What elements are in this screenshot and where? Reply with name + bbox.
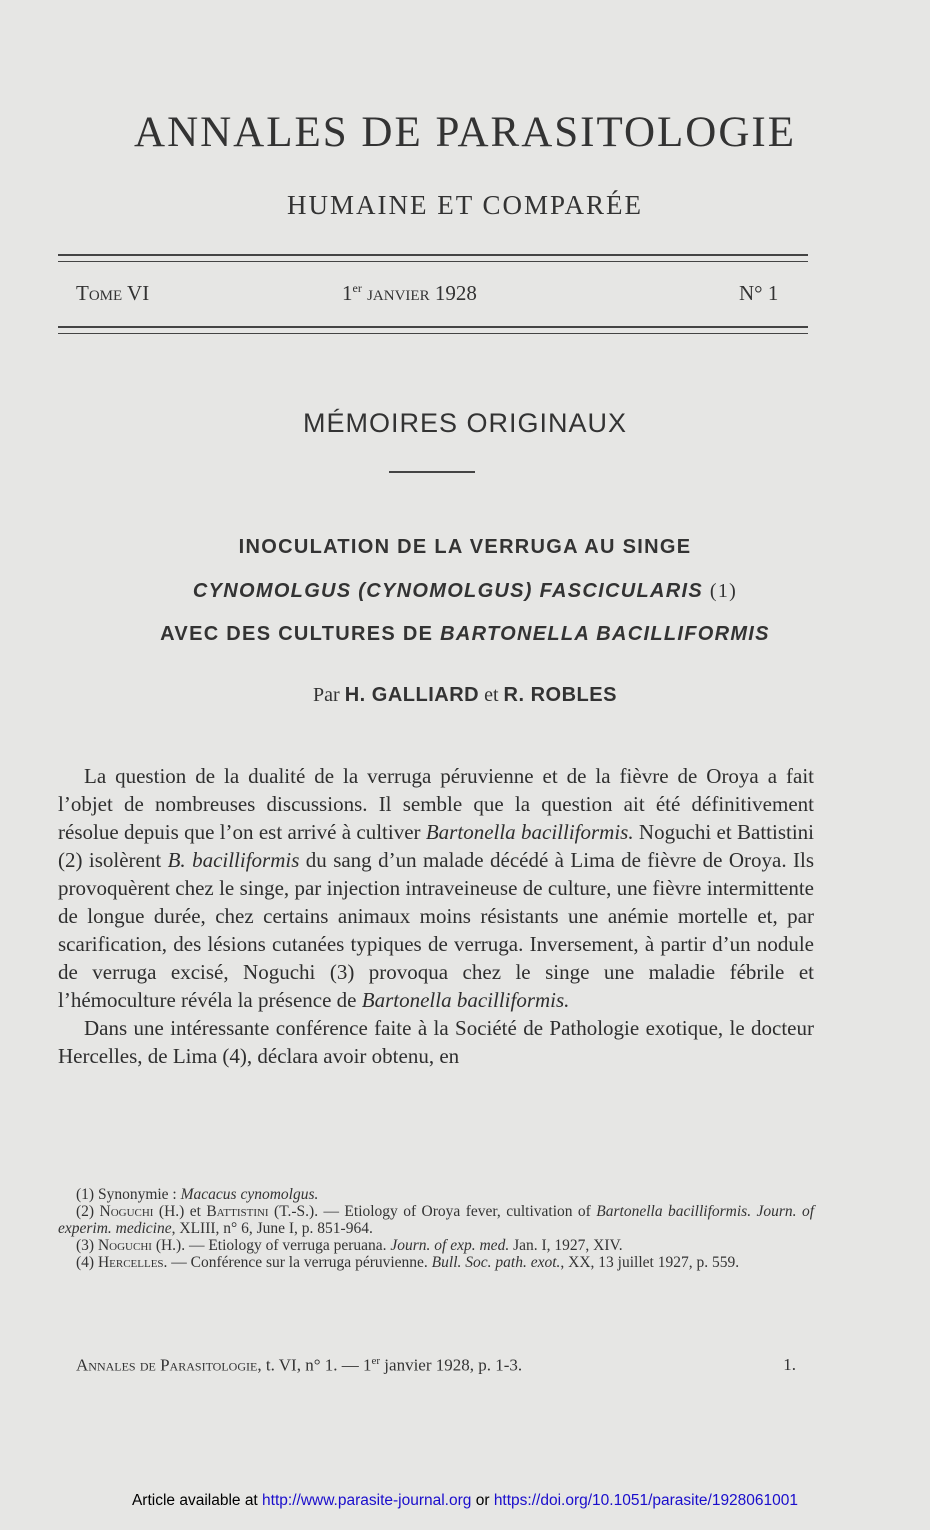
article-title-line-2: CYNOMOLGUS (CYNOMOLGUS) FASCICULARIS (1) bbox=[192, 580, 738, 602]
section-title: MÉMOIRES ORIGINAUX bbox=[302, 408, 628, 438]
journal-link[interactable]: http://www.parasite-journal.org bbox=[262, 1492, 472, 1509]
body-paragraph-1: La question de la dualité de la verruga péruvienne et de la fièvre de Oroya a fait l’objet de nombreuses discussions. Il semble que la question ait été définitivement résolue depuis que l’on est arrivé à cultiver Bartonella bacilliformis. Noguchi et Battistini (2) isolèrent B. bacilliformis du sang d’un malade décédé à Lima de fièvre de Oroya. Ils provoquèrent chez le singe, par injection intraveineuse de culture, une fièvre intermittente de longue durée, chez certains animaux moins résistants une anémie mortelle et, par scarification, des lésions cutanées typiques de verruga. Inversement, à partir d’un nodule de verruga excisé, Noguchi (3) provoqua chez le singe une maladie fébrile et l’hémoculture révéla la présence de Bartonella bacilliformis. bbox=[58, 764, 815, 1012]
footnotes bbox=[58, 1186, 814, 1271]
article-title-line-1: INOCULATION DE LA VERRUGA AU SINGE bbox=[238, 536, 692, 558]
footnote-4: (4) Hercelles. — Conférence sur la verruga péruvienne. Bull. Soc. path. exot., XX, 13 juillet 1927, p. 559. bbox=[76, 1254, 740, 1271]
issue-tome: Tome VI bbox=[76, 281, 150, 305]
body-paragraph-2: Dans une intéressante conférence faite à la Société de Pathologie exotique, le docteur Hercelles, de Lima (4), déclara avoir obtenu, en bbox=[58, 1016, 814, 1068]
journal-subtitle: HUMAINE ET COMPARÉE bbox=[286, 190, 644, 220]
header-rule-top bbox=[58, 254, 808, 262]
page-footer-citation: Annales de Parasitologie, t. VI, n° 1. — 1er janvier 1928, p. 1-3. 1. bbox=[76, 1355, 796, 1375]
footnote-1: (1) Synonymie : Macacus cynomolgus. bbox=[76, 1186, 319, 1203]
article-availability: Article available at http://www.parasite-journal.org or https://doi.org/10.1051/parasite/1928061001 bbox=[131, 1492, 799, 1509]
journal-title: ANNALES DE PARASITOLOGIE bbox=[134, 109, 796, 156]
issue-date: 1er janvier 1928 bbox=[342, 281, 477, 305]
article-body bbox=[58, 762, 814, 1070]
footnote-3: (3) Noguchi (H.). — Etiology of verruga peruana. Journ. of exp. med. Jan. I, 1927, XIV. bbox=[76, 1237, 623, 1254]
page-number: 1. bbox=[783, 1355, 796, 1374]
doi-link[interactable]: https://doi.org/10.1051/parasite/1928061001 bbox=[493, 1492, 799, 1509]
article-title-line-3: AVEC DES CULTURES DE BARTONELLA BACILLIFORMIS bbox=[160, 623, 770, 645]
header-rule-bottom bbox=[58, 326, 808, 334]
issue-number: N° 1 bbox=[739, 281, 779, 305]
author-galliard: H. GALLIARD bbox=[344, 684, 480, 706]
footnote-2: (2) Noguchi (H.) et Battistini (T.-S.). — Etiology of Oroya fever, cultivation of Bartonella bacilliformis. Journ. of experim. medicine, XLIII, n° 6, June I, p. 851-964. bbox=[58, 1203, 815, 1237]
article-authors: Par H. GALLIARD et R. ROBLES bbox=[313, 684, 617, 706]
author-robles: R. ROBLES bbox=[503, 684, 617, 706]
section-divider bbox=[389, 471, 475, 473]
